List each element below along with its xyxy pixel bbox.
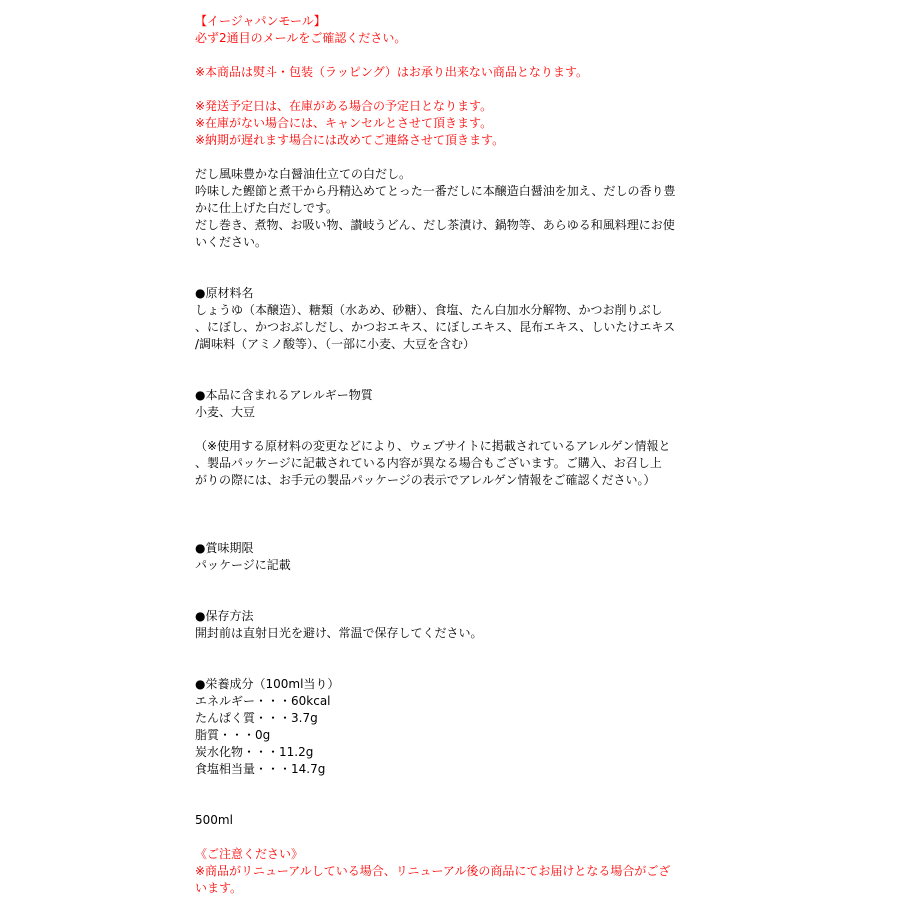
- description-line: 吟味した鰹節と煮干から丹精込めてとった一番だしに本醸造白醤油を加え、だしの香り豊: [195, 184, 676, 198]
- allergens-items: 小麦、大豆: [195, 405, 256, 419]
- store-name: 【イージャパンモール】: [195, 14, 326, 28]
- nutrition-item: エネルギー・・・60kcal: [195, 694, 331, 708]
- no-wrapping-notice: ※本商品は熨斗・包装（ラッピング）はお承り出来ない商品となります。: [195, 65, 588, 79]
- allergens-note-line: 、製品パッケージに記載されている内容が異なる場合もございます。ご購入、お召し上: [195, 456, 662, 470]
- description-line: いください。: [195, 235, 268, 249]
- ingredients-heading: ●原材料名: [195, 286, 254, 300]
- nutrition-item: 食塩相当量・・・14.7g: [195, 762, 326, 776]
- nutrition-item: たんぱく質・・・3.7g: [195, 711, 318, 725]
- allergens-note-line: （※使用する原材料の変更などにより、ウェブサイトに掲載されているアレルゲン情報と: [195, 439, 671, 453]
- ingredients-line: 、にぼし、かつおぶしだし、かつおエキス、にぼしエキス、昆布エキス、しいたけエキス: [195, 320, 676, 334]
- shipping-notice-line: ※在庫がない場合には、キャンセルとさせて頂きます。: [195, 116, 493, 130]
- description-line: かに仕上げた白だしです。: [195, 201, 339, 215]
- volume: 500ml: [195, 813, 233, 827]
- description-line: だし巻き、煮物、お吸い物、讃岐うどん、だし茶漬け、鍋物等、あらゆる和風料理にお使: [195, 218, 675, 232]
- nutrition-heading: ●栄養成分（100ml当り）: [195, 677, 340, 691]
- description-line: だし風味豊かな白醤油仕立ての白だし。: [195, 167, 412, 181]
- storage-heading: ●保存方法: [195, 609, 254, 623]
- allergens-heading: ●本品に含まれるアレルギー物質: [195, 388, 373, 402]
- nutrition-item: 脂質・・・0g: [195, 728, 271, 742]
- ingredients-line: /調味料（アミノ酸等）、（一部に小麦、大豆を含む）: [195, 337, 476, 351]
- nutrition-item: 炭水化物・・・11.2g: [195, 745, 314, 759]
- shipping-notice-line: ※発送予定日は、在庫がある場合の予定日となります。: [195, 99, 493, 113]
- shipping-notice-line: ※納期が遅れます場合には改めてご連絡させて頂きます。: [195, 133, 505, 147]
- caution-line: ※商品がリニューアルしている場合、リニューアル後の商品にてお届けとなる場合がござ: [195, 864, 671, 878]
- caution-line: います。: [195, 881, 243, 895]
- allergens-note-line: がりの際には、お手元の製品パッケージの表示でアレルゲン情報をご確認ください。）: [195, 473, 656, 487]
- expiry-value: パッケージに記載: [195, 558, 291, 572]
- product-description: [195, 13, 685, 897]
- storage-value: 開封前は直射日光を避け、常温で保存してください。: [195, 626, 483, 640]
- expiry-heading: ●賞味期限: [195, 541, 254, 555]
- ingredients-line: しょうゆ（本醸造）、糖類（水あめ、砂糖）、食塩、たん白加水分解物、かつお削りぶし: [195, 303, 663, 317]
- caution-heading: 《ご注意ください》: [195, 847, 304, 861]
- check-email-notice: 必ず2通目のメールをご確認ください。: [195, 31, 407, 45]
